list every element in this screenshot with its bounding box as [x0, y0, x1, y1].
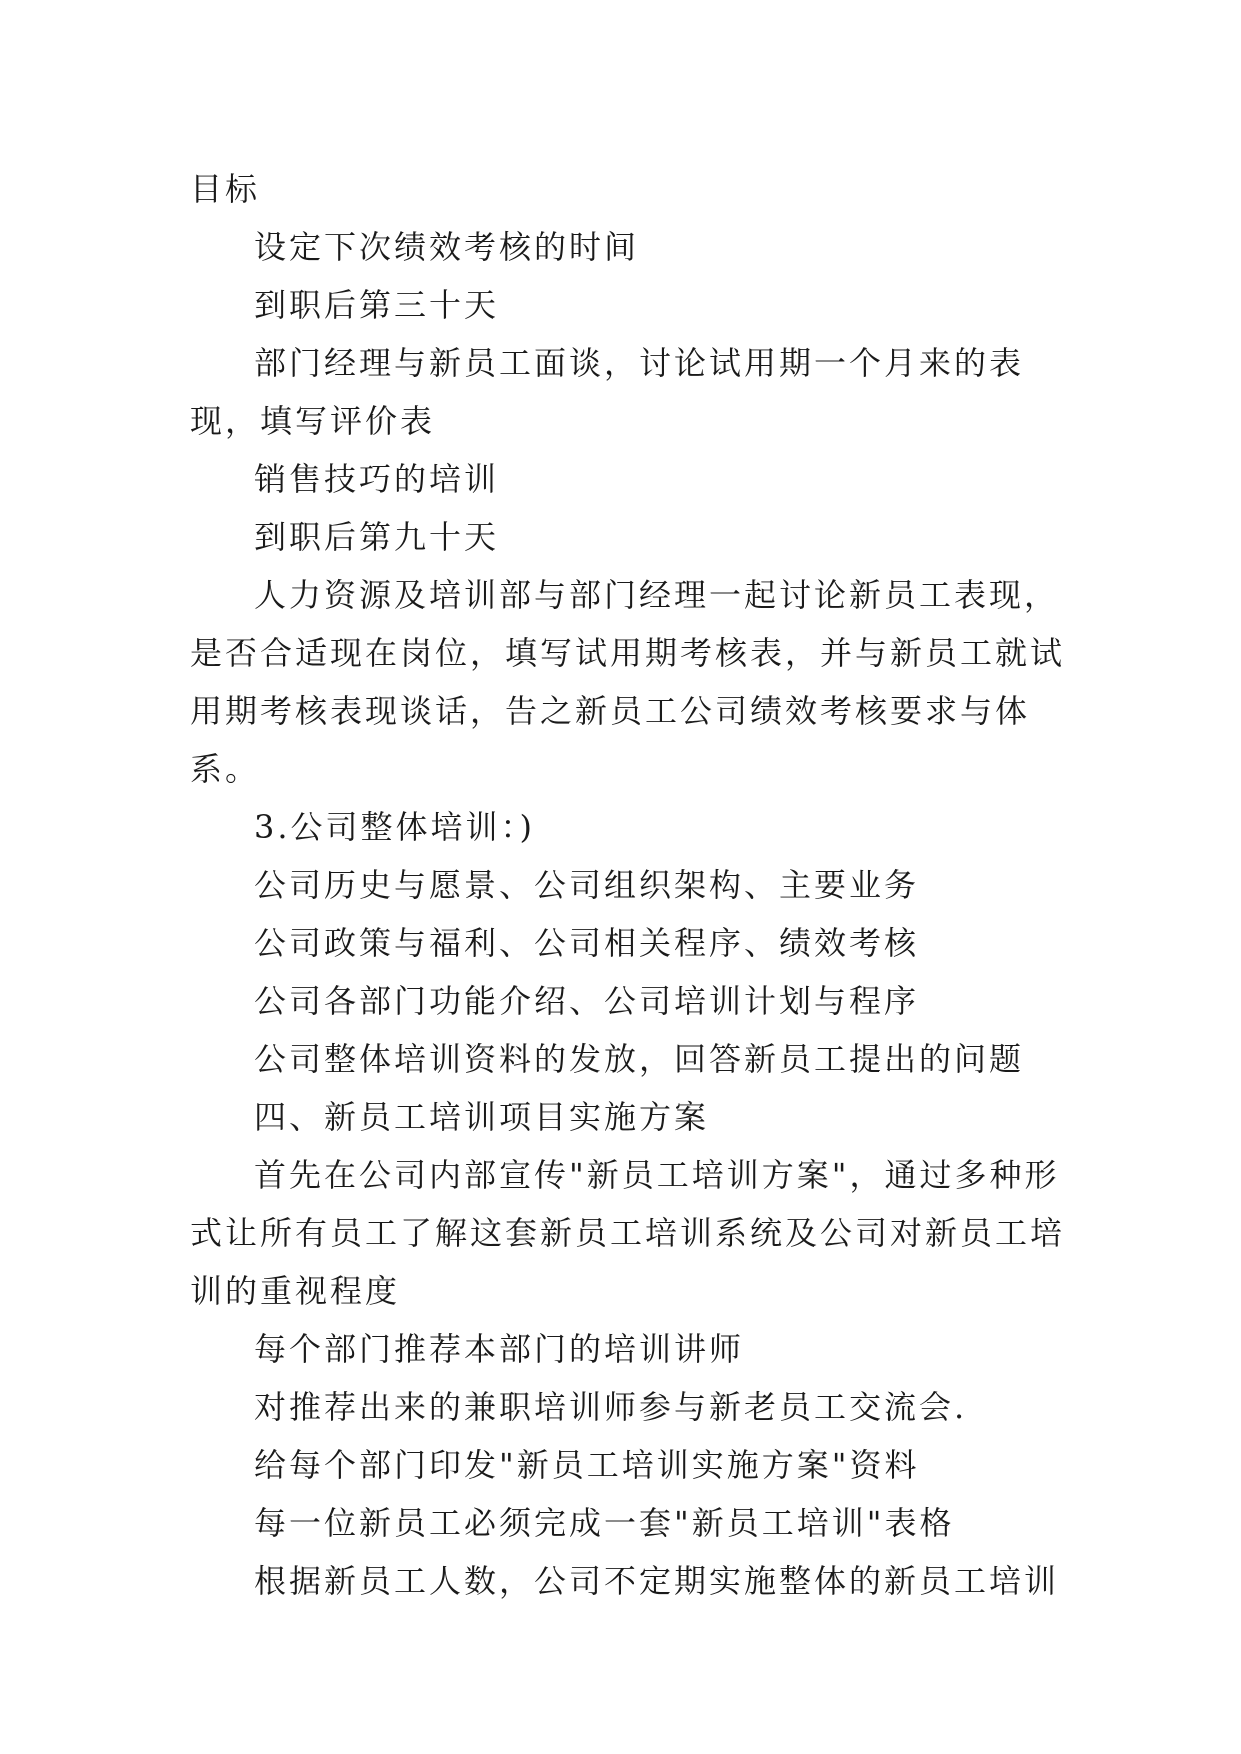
paragraph: 到职后第九十天: [254, 518, 500, 556]
paragraph: 首先在公司内部宣传"新员工培训方案"，通过多种形式让所有员工了解这套新员工培训系统及公司对新员工培训的重视程度: [190, 1156, 1066, 1310]
paragraph: 人力资源及培训部与部门经理一起讨论新员工表现，是否合适现在岗位，填写试用期考核表，并与新员工就试用期考核表现谈话，告之新员工公司绩效考核要求与体系。: [190, 576, 1066, 788]
paragraph: 给每个部门印发"新员工培训实施方案"资料: [254, 1446, 920, 1484]
paragraph: 目标: [190, 170, 261, 208]
section-heading: 四、新员工培训项目实施方案: [254, 1098, 710, 1136]
paragraph: 设定下次绩效考核的时间: [254, 228, 640, 266]
section-heading: 3.公司整体培训：): [254, 808, 536, 846]
paragraph: 公司整体培训资料的发放，回答新员工提出的问题: [254, 1040, 1025, 1078]
paragraph: 销售技巧的培训: [254, 460, 500, 498]
paragraph: 根据新员工人数，公司不定期实施整体的新员工培训: [254, 1562, 1060, 1600]
paragraph: 对推荐出来的兼职培训师参与新老员工交流会.: [254, 1388, 968, 1426]
paragraph: 公司各部门功能介绍、公司培训计划与程序: [254, 982, 920, 1020]
paragraph: 到职后第三十天: [254, 286, 500, 324]
document-body: [190, 160, 1070, 1610]
paragraph: 每一位新员工必须完成一套"新员工培训"表格: [254, 1504, 955, 1542]
paragraph: 部门经理与新员工面谈，讨论试用期一个月来的表现，填写评价表: [190, 344, 1025, 440]
paragraph: 公司历史与愿景、公司组织架构、主要业务: [254, 866, 920, 904]
paragraph: 每个部门推荐本部门的培训讲师: [254, 1330, 745, 1368]
paragraph: 公司政策与福利、公司相关程序、绩效考核: [254, 924, 920, 962]
